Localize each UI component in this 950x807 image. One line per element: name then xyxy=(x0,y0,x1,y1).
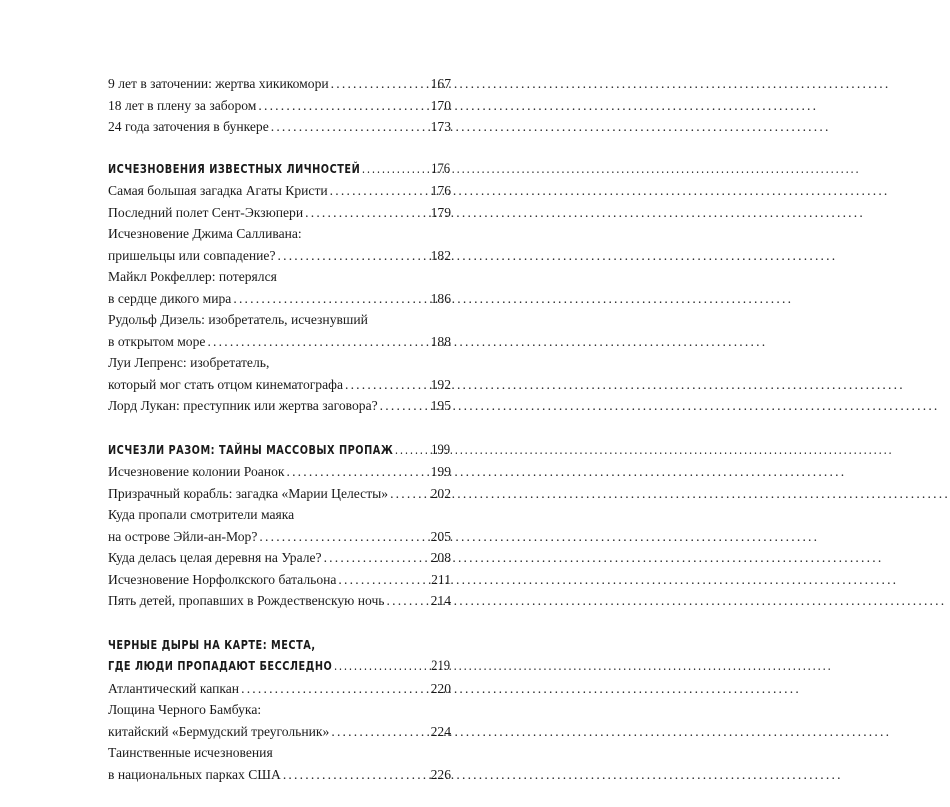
toc-entry-page: 226 xyxy=(430,766,451,782)
toc-entry-title: Майкл Рокфеллер: потерялся xyxy=(108,269,277,284)
section-heading-page: 219 xyxy=(431,658,451,674)
toc-entry[interactable] xyxy=(108,116,451,138)
toc-entry[interactable] xyxy=(108,461,451,483)
toc-entry-line1[interactable] xyxy=(108,309,451,331)
toc-entry[interactable] xyxy=(108,526,451,548)
dot-leader xyxy=(271,116,430,138)
toc-entry-page: 188 xyxy=(430,333,451,349)
toc-entry-page: 224 xyxy=(430,723,451,739)
toc-entry[interactable] xyxy=(108,95,451,117)
table-of-contents xyxy=(108,73,451,807)
toc-entry-title: Исчезновение Норфолкского батальона xyxy=(108,571,337,587)
dot-leader xyxy=(233,288,429,310)
toc-entry-title: Призрачный корабль: загадка «Марии Целесты» xyxy=(108,485,389,501)
toc-section-2 xyxy=(108,158,451,417)
toc-section-3 xyxy=(108,439,451,612)
toc-entry-title: в сердце дикого мира xyxy=(108,290,232,306)
toc-entry[interactable] xyxy=(108,395,451,417)
dot-leader xyxy=(324,547,430,569)
toc-entry-page: 192 xyxy=(430,376,451,392)
toc-entry-title: Куда пропали смотрители маяка xyxy=(108,507,295,522)
section-heading-title: ЧЕРНЫЕ ДЫРЫ НА КАРТЕ: МЕСТА, xyxy=(108,636,316,652)
toc-entry-title: Таинственные исчезновения xyxy=(108,745,273,760)
toc-entry-line1[interactable] xyxy=(108,504,451,526)
toc-entry[interactable] xyxy=(108,202,451,224)
toc-entry-page: 199 xyxy=(430,464,451,479)
dot-leader xyxy=(380,395,430,417)
toc-section-1 xyxy=(108,73,451,138)
toc-entry-page: 214 xyxy=(430,593,451,608)
dot-leader xyxy=(331,73,430,95)
toc-entry-line1[interactable] xyxy=(108,699,451,721)
dot-leader xyxy=(362,158,430,180)
toc-entry-line1[interactable] xyxy=(108,223,451,245)
toc-entry-title: пришельцы или совпадение? xyxy=(108,247,276,263)
toc-entry-page: 179 xyxy=(430,204,451,220)
toc-entry-title: 9 лет в заточении: жертва хикикомори xyxy=(108,76,329,91)
dot-leader xyxy=(334,655,430,677)
dot-leader xyxy=(207,331,429,353)
toc-entry-title: китайский «Бермудский треугольник» xyxy=(108,723,330,739)
toc-entry[interactable] xyxy=(108,764,451,786)
section-heading-page: 199 xyxy=(431,441,451,458)
toc-entry[interactable] xyxy=(108,288,451,310)
toc-entry-line1[interactable] xyxy=(108,266,451,288)
toc-entry[interactable] xyxy=(108,483,451,505)
dot-leader xyxy=(345,374,430,396)
toc-entry[interactable] xyxy=(108,547,451,569)
toc-entry[interactable] xyxy=(108,245,451,267)
toc-entry-page: 208 xyxy=(430,550,451,565)
dot-leader xyxy=(395,439,430,461)
dot-leader xyxy=(241,678,430,700)
dot-leader xyxy=(387,590,430,612)
section-heading-title: ИСЧЕЗЛИ РАЗОМ: ТАЙНЫ МАССОВЫХ ПРОПАЖ xyxy=(108,441,394,457)
toc-entry-title: Лощина Черного Бамбука: xyxy=(108,702,262,717)
toc-section-4 xyxy=(108,634,451,786)
dot-leader xyxy=(259,526,429,548)
toc-entry-title: на острове Эйли-ан-Мор? xyxy=(108,528,258,544)
toc-entry-title: Пять детей, пропавших в Рождественскую ночь xyxy=(108,593,385,608)
toc-entry-title: в открытом море xyxy=(108,333,206,349)
toc-entry[interactable] xyxy=(108,678,451,700)
toc-entry-page: 220 xyxy=(430,680,451,696)
dot-leader xyxy=(331,721,429,743)
toc-section-heading[interactable] xyxy=(108,158,450,181)
toc-entry-line1[interactable] xyxy=(108,352,451,374)
toc-entry-title: Исчезновение Джима Салливана: xyxy=(108,226,302,241)
dot-leader xyxy=(338,569,430,591)
toc-entry-title: Последний полет Сент-Экзюпери xyxy=(108,204,304,220)
toc-entry[interactable] xyxy=(108,590,451,612)
toc-entry-line1[interactable] xyxy=(108,742,451,764)
toc-section-heading-line1[interactable] xyxy=(108,634,450,656)
toc-entry-page: 205 xyxy=(430,528,451,544)
toc-section-heading[interactable] xyxy=(108,655,450,678)
toc-entry-page: 176 xyxy=(430,183,451,198)
toc-entry[interactable] xyxy=(108,180,451,202)
section-heading-title: ИСЧЕЗНОВЕНИЯ ИЗВЕСТНЫХ ЛИЧНОСТЕЙ xyxy=(108,160,361,176)
toc-entry-title: Лорд Лукан: преступник или жертва заговора? xyxy=(108,398,378,413)
dot-leader xyxy=(305,202,429,224)
dot-leader xyxy=(390,483,430,505)
toc-entry-title: Исчезновение колонии Роанок xyxy=(108,464,285,479)
toc-entry[interactable] xyxy=(108,721,451,743)
toc-entry-title: Атлантический капкан xyxy=(108,680,240,696)
toc-entry-page: 173 xyxy=(430,119,451,134)
dot-leader xyxy=(286,461,429,483)
toc-entry-title: Самая большая загадка Агаты Кристи xyxy=(108,183,328,198)
section-heading-page: 176 xyxy=(431,160,451,177)
toc-entry-title: Рудольф Дизель: изобретатель, исчезнувший xyxy=(108,312,368,327)
toc-entry-title: 24 года заточения в бункере xyxy=(108,119,269,134)
toc-entry-page: 167 xyxy=(430,76,451,91)
toc-entry[interactable] xyxy=(108,73,451,95)
section-heading-title: ГДЕ ЛЮДИ ПРОПАДАЮТ БЕССЛЕДНО xyxy=(108,658,333,673)
toc-entry-page: 202 xyxy=(430,485,451,501)
toc-entry-page: 195 xyxy=(430,398,451,413)
toc-entry-page: 211 xyxy=(431,571,451,587)
toc-entry-title: который мог стать отцом кинематографа xyxy=(108,376,343,392)
dot-leader xyxy=(278,245,430,267)
toc-entry-title: 18 лет в плену за забором xyxy=(108,97,257,113)
toc-entry-page: 182 xyxy=(430,247,451,263)
toc-entry-title: Луи Лепренс: изобретатель, xyxy=(108,355,270,370)
dot-leader xyxy=(330,180,430,202)
toc-entry[interactable] xyxy=(108,569,451,591)
toc-section-heading[interactable] xyxy=(108,439,450,462)
toc-entry-page: 186 xyxy=(430,290,451,306)
dot-leader xyxy=(283,764,430,786)
toc-entry[interactable] xyxy=(108,374,451,396)
toc-entry-title: в национальных парках США xyxy=(108,766,281,782)
toc-entry-title: Куда делась целая деревня на Урале? xyxy=(108,550,322,565)
dot-leader xyxy=(258,95,429,117)
toc-entry-page: 170 xyxy=(430,97,451,113)
toc-entry[interactable] xyxy=(108,331,451,353)
